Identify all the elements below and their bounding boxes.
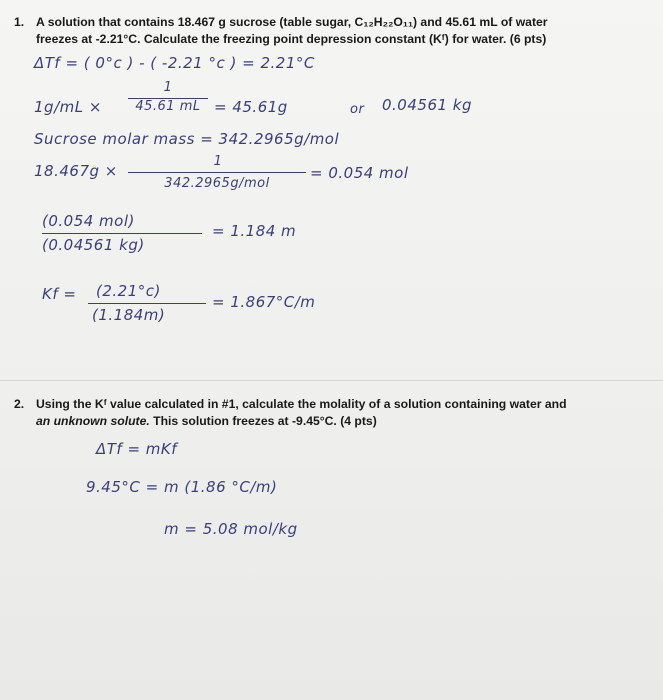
question-2-line-2: This solution freezes at -9.45°C. (4 pts)	[149, 414, 377, 428]
density-conversion-denominator: 45.61 mL	[135, 99, 201, 114]
moles-calc-right: = 0.054 mol	[310, 164, 409, 182]
question-1-line-1: A solution that contains 18.467 g sucrose (table sugar, C₁₂H₂₂O₁₁) and 45.61 mL of water	[36, 15, 548, 29]
question-2-unknown-solute: an unknown solute.	[36, 414, 150, 428]
moles-calc-numerator: 1	[213, 154, 223, 169]
question-2-number: 2.	[14, 397, 25, 411]
delta-tf-formula: ΔTf = mKf	[96, 440, 178, 458]
molality-fraction-bar	[42, 233, 202, 234]
conversion-or: or	[350, 102, 365, 117]
molality-answer: m = 5.08 mol/kg	[164, 520, 298, 538]
molality-result: = 1.184 m	[212, 222, 297, 240]
substitution-step: 9.45°C = m (1.86 °C/m)	[86, 478, 278, 496]
delta-tf-calculation: ΔTf = ( 0°c ) - ( -2.21 °c ) = 2.21°C	[34, 54, 315, 72]
kf-fraction-bar	[88, 303, 206, 304]
question-2-line-1: Using the Kᶠ value calculated in #1, calculate the molality of a solution containing water and	[36, 397, 567, 411]
kf-result: = 1.867°C/m	[212, 293, 316, 311]
moles-calc-denominator: 342.2965g/mol	[164, 176, 270, 191]
density-conversion-mid: = 45.61g	[214, 98, 288, 116]
question-1-number: 1.	[14, 15, 25, 29]
sucrose-molar-mass: Sucrose molar mass = 342.2965g/mol	[34, 130, 340, 148]
section-divider	[0, 380, 663, 381]
density-conversion-left: 1g/mL ×	[34, 98, 102, 116]
density-conversion-numerator: 1	[163, 80, 173, 95]
moles-calc-left: 18.467g ×	[34, 162, 118, 180]
kf-numerator: (2.21°c)	[96, 282, 161, 300]
moles-fraction-bar	[128, 172, 306, 173]
molality-denominator: (0.04561 kg)	[42, 236, 145, 254]
molality-numerator: (0.054 mol)	[42, 212, 135, 230]
question-1	[14, 14, 660, 48]
kf-denominator: (1.184m)	[92, 306, 166, 324]
density-conversion-right: 0.04561 kg	[382, 96, 473, 114]
question-1-line-2: freezes at -2.21°C. Calculate the freezing point depression constant (Kᶠ) for water. (6 pts)	[36, 32, 547, 46]
kf-label: Kf =	[42, 285, 77, 303]
question-2	[14, 396, 660, 430]
